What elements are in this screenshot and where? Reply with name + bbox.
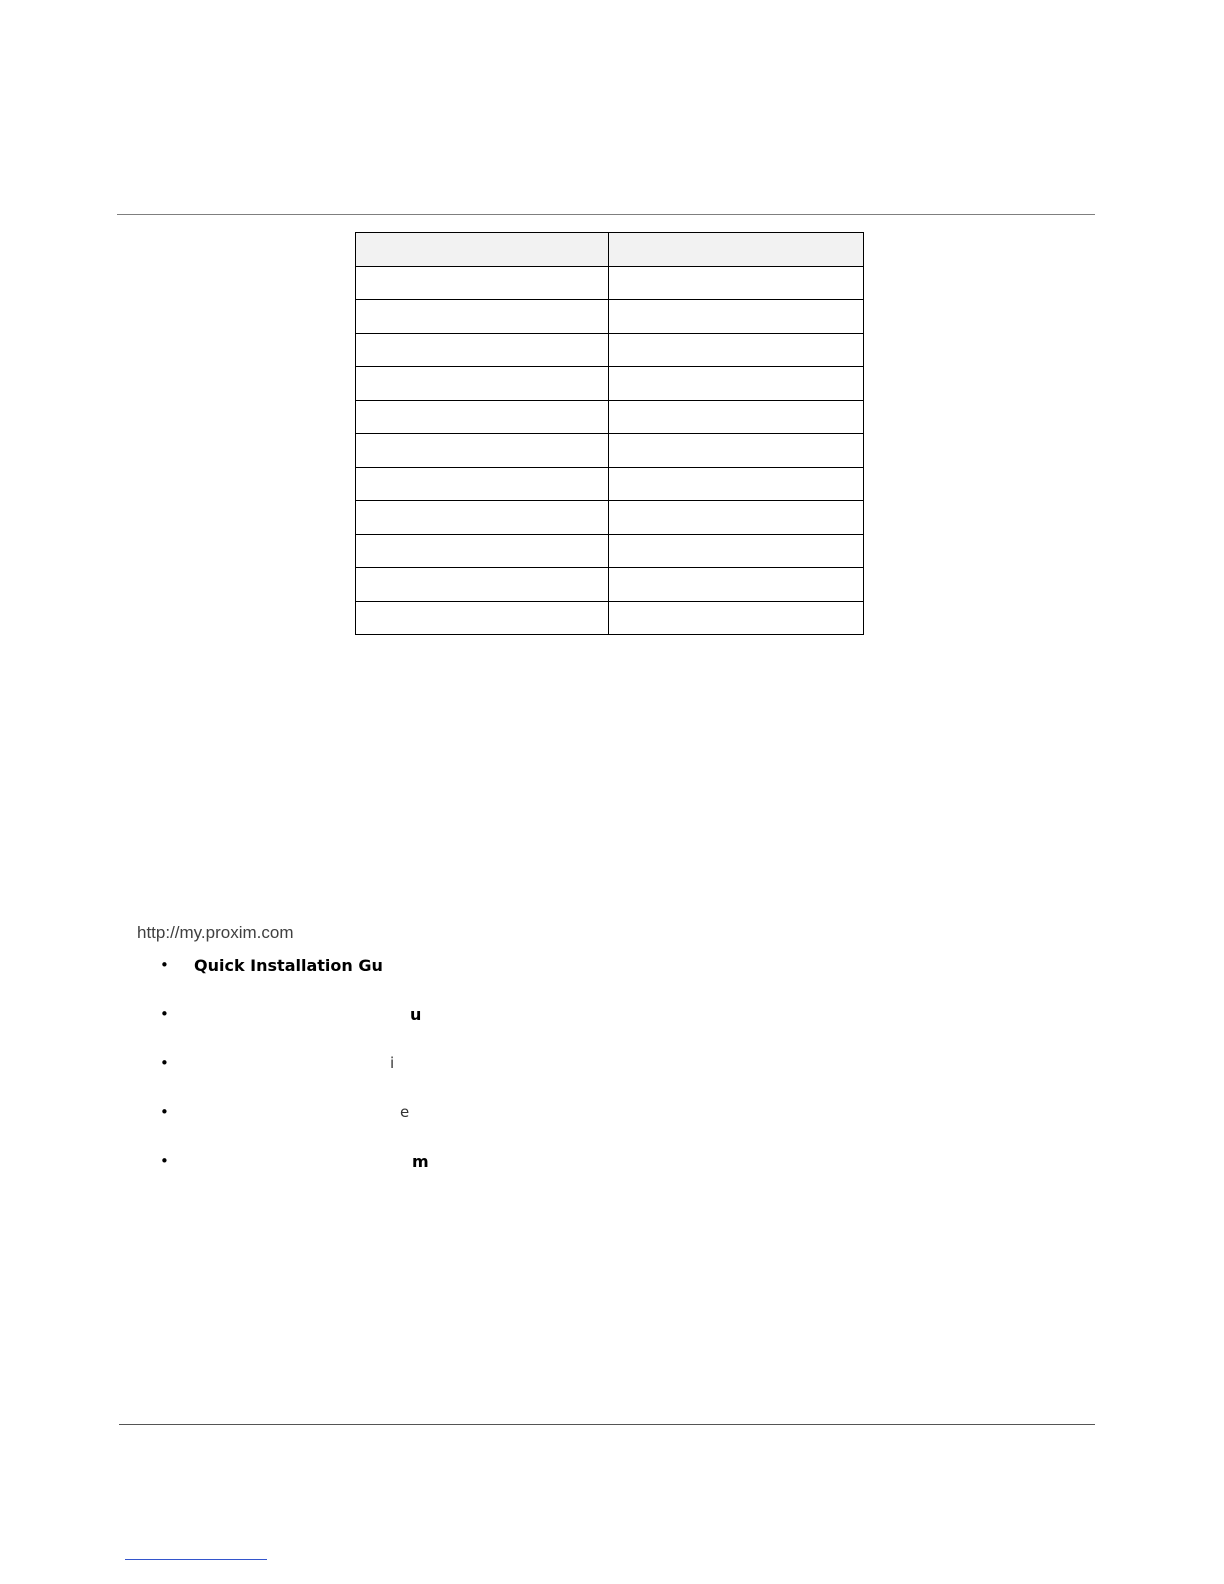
table-cell <box>609 400 864 434</box>
table-cell <box>609 501 864 535</box>
table-cell <box>609 333 864 367</box>
table-cell <box>609 568 864 602</box>
table-cell <box>609 266 864 300</box>
table-header-row <box>356 233 864 267</box>
table-row <box>356 601 864 635</box>
header-rule <box>117 214 1095 215</box>
data-table <box>355 232 864 635</box>
table-cell <box>609 434 864 468</box>
table-cell <box>356 501 609 535</box>
table-header-cell <box>356 233 609 267</box>
list-item <box>160 1004 760 1053</box>
footer-rule <box>119 1424 1095 1425</box>
table-row <box>356 568 864 602</box>
table-cell <box>609 300 864 334</box>
table-cell <box>609 367 864 401</box>
table-cell <box>356 568 609 602</box>
list-item <box>160 955 760 1004</box>
table-row <box>356 467 864 501</box>
table-row <box>356 266 864 300</box>
table-row <box>356 534 864 568</box>
table-row <box>356 367 864 401</box>
list-item-text: m <box>412 1152 429 1171</box>
table-row <box>356 501 864 535</box>
list-item <box>160 1053 760 1102</box>
table-cell <box>356 601 609 635</box>
footer-link-underline[interactable] <box>125 1559 267 1560</box>
table-cell <box>356 467 609 501</box>
table-cell <box>356 534 609 568</box>
bullet-icon: • <box>160 1005 169 1023</box>
document-list <box>160 955 760 1200</box>
list-item-text: i <box>390 1054 395 1072</box>
table-cell <box>356 266 609 300</box>
list-item-text: e <box>400 1103 410 1121</box>
list-item <box>160 1151 760 1200</box>
proxim-url-link[interactable]: http://my.proxim.com <box>137 923 294 942</box>
table-cell <box>356 333 609 367</box>
list-item <box>160 1102 760 1151</box>
table-row <box>356 434 864 468</box>
table-cell <box>609 601 864 635</box>
table-cell <box>609 534 864 568</box>
bullet-icon: • <box>160 956 169 974</box>
list-item-text: Quick Installation Gu <box>194 956 383 975</box>
table-cell <box>356 367 609 401</box>
table-cell <box>356 400 609 434</box>
bullet-icon: • <box>160 1054 169 1072</box>
table-row <box>356 400 864 434</box>
table-cell <box>609 467 864 501</box>
table-row <box>356 333 864 367</box>
table-cell <box>356 434 609 468</box>
list-item-text: u <box>410 1005 422 1024</box>
table-header-cell <box>609 233 864 267</box>
bullet-icon: • <box>160 1103 169 1121</box>
bullet-icon: • <box>160 1152 169 1170</box>
table-cell <box>356 300 609 334</box>
table-row <box>356 300 864 334</box>
